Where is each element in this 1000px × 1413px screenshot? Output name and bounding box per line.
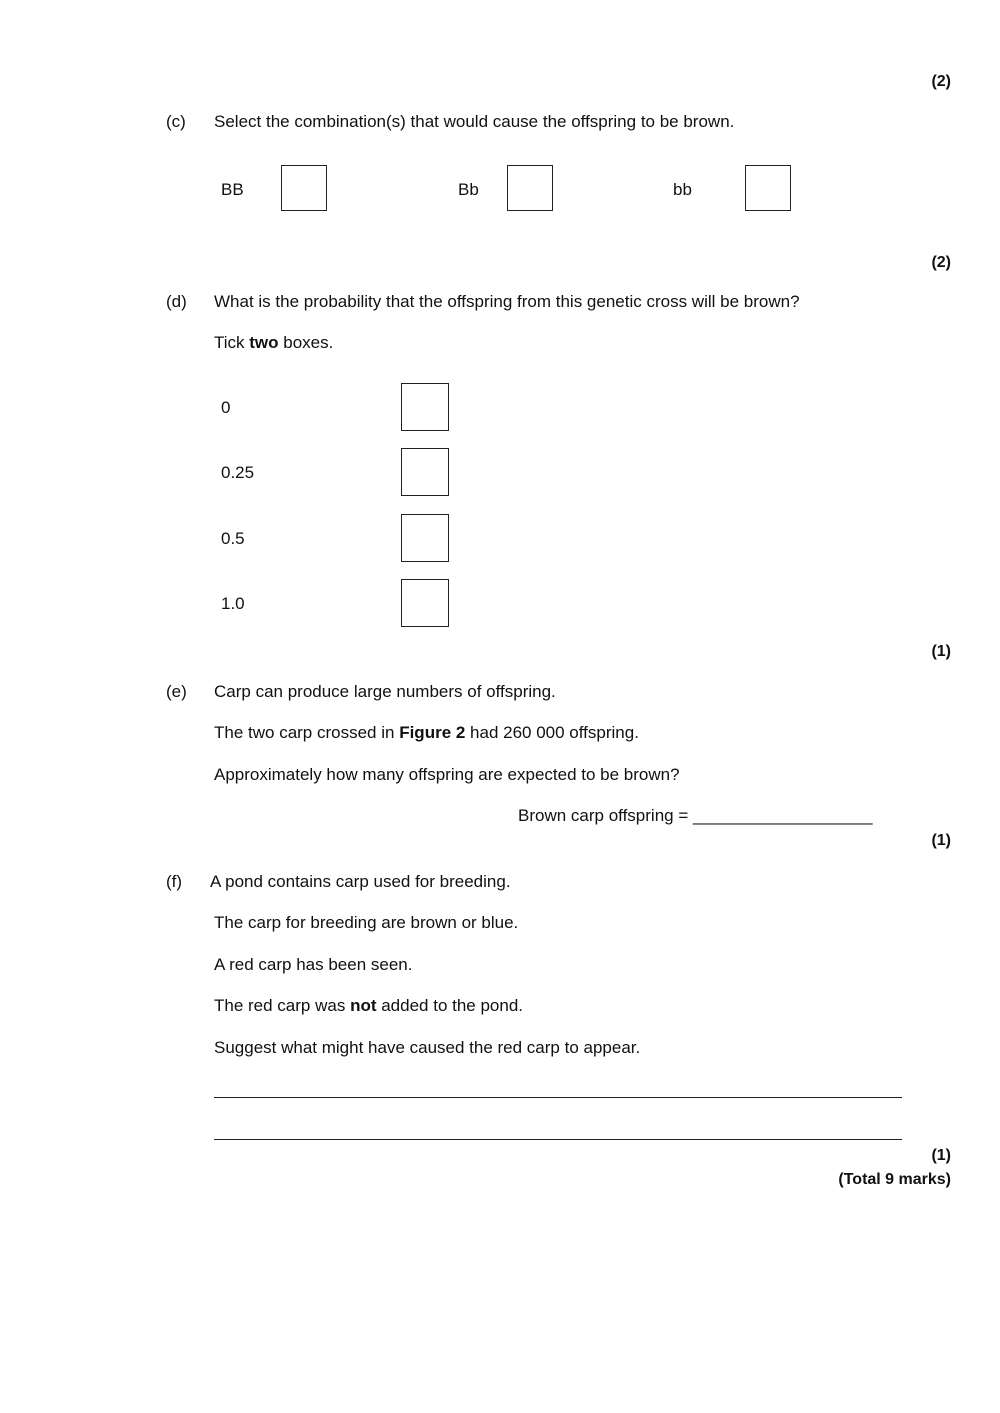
marks-d: (1) [931,643,951,660]
option-c-bb-mixed-label: Bb [458,180,479,199]
part-c-question: Select the combination(s) that would cause the offspring to be brown. [214,112,735,131]
option-c-bb-lower-checkbox[interactable] [745,165,791,211]
part-e-label: (e) [166,682,187,701]
answer-line-1[interactable] [214,1097,902,1098]
option-d-025-checkbox[interactable] [401,448,449,496]
option-d-0-checkbox[interactable] [401,383,449,431]
option-c-bb-mixed-checkbox[interactable] [507,165,553,211]
option-d-025-label: 0.25 [221,463,255,482]
part-f-line2: The carp for breeding are brown or blue. [214,913,519,932]
option-c-bb-lower-label: bb [673,180,692,199]
part-f-line4: The red carp was not added to the pond. [214,996,524,1015]
part-d-question: What is the probability that the offspring from this genetic cross will be brown? [214,292,800,311]
option-c-bb-upper-label: BB [221,180,244,199]
part-f-label: (f) [166,872,183,891]
marks-f: (1) [931,1147,951,1164]
option-d-0-label: 0 [221,398,231,417]
part-c-label: (c) [166,112,186,131]
part-e-line3: Approximately how many offspring are expected to be brown? [214,765,680,784]
marks-e: (1) [931,832,951,849]
marks-top: (2) [931,73,951,90]
option-d-05-checkbox[interactable] [401,514,449,562]
part-d-instruction: Tick two boxes. [214,333,334,352]
part-f-line1: A pond contains carp used for breeding. [210,872,511,891]
marks-c: (2) [931,254,951,271]
option-c-bb-upper-checkbox[interactable] [281,165,327,211]
option-d-10-label: 1.0 [221,594,245,613]
brown-carp-answer-field[interactable]: Brown carp offspring = ___________________ [518,806,873,825]
total-marks: (Total 9 marks) [838,1171,951,1188]
part-e-line1: Carp can produce large numbers of offspring. [214,682,556,701]
part-d-label: (d) [166,292,187,311]
answer-line-2[interactable] [214,1139,902,1140]
option-d-10-checkbox[interactable] [401,579,449,627]
part-f-line3: A red carp has been seen. [214,955,413,974]
option-d-05-label: 0.5 [221,529,245,548]
part-e-line2: The two carp crossed in Figure 2 had 260 000 offspring. [214,723,639,742]
part-f-line5: Suggest what might have caused the red carp to appear. [214,1038,641,1057]
